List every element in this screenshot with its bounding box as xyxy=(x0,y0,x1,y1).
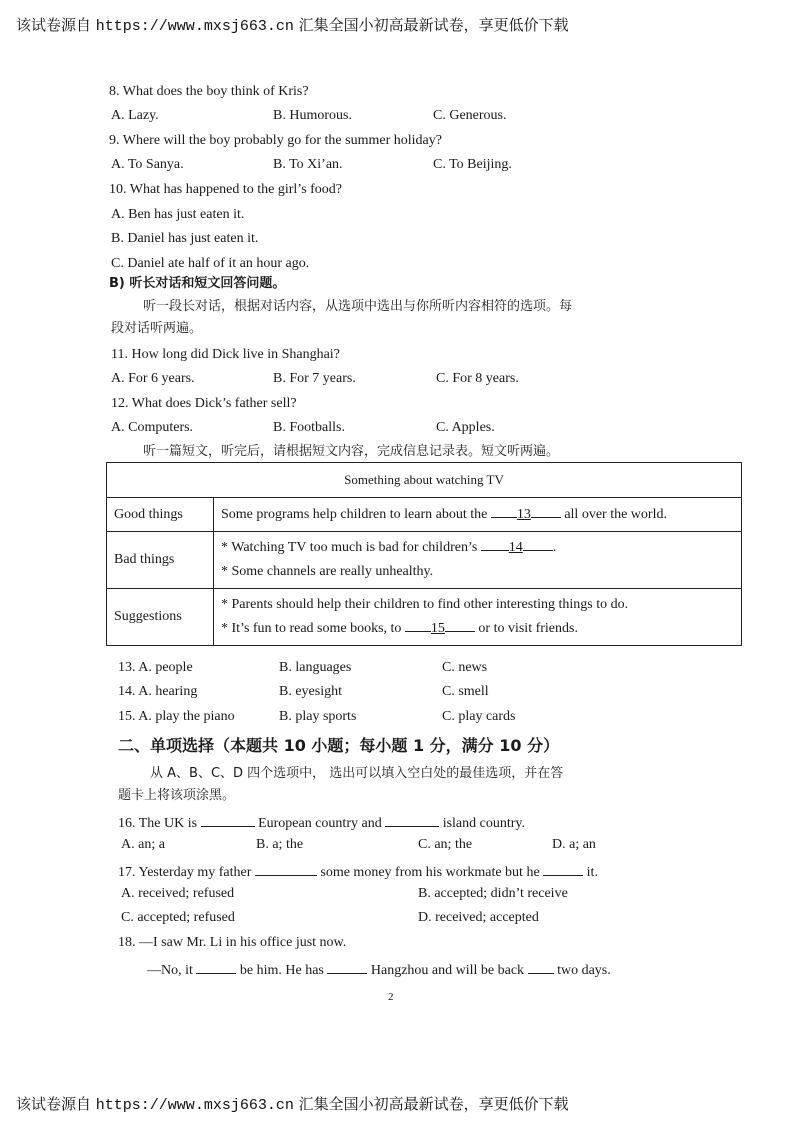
banner-url[interactable]: https://www.mxsj663.cn xyxy=(95,18,294,35)
q16-option-b: B. a; the xyxy=(256,837,304,852)
q15-option-a: 15. A. play the piano xyxy=(118,709,235,724)
row-label-good-things: Good things xyxy=(107,498,214,532)
cell-text: all over the world. xyxy=(560,506,667,522)
page-number: 2 xyxy=(388,991,394,1003)
q16-option-d: D. a; an xyxy=(552,837,596,852)
cell-text: Some programs help children to learn about the xyxy=(221,506,491,522)
blank-15: 15 xyxy=(430,621,445,636)
section-2-instruction-1: 从 A、B、C、D 四个选项中， 选出可以填入空白处的最佳选项，并在答 xyxy=(150,766,564,781)
row-label-bad-things: Bad things xyxy=(107,532,214,589)
q13-option-c: C. news xyxy=(442,660,488,675)
q12-option-c: C. Apples. xyxy=(436,420,495,435)
q16-stem xyxy=(118,814,525,831)
q9-stem: 9. Where will the boy probably go for the summer holiday? xyxy=(109,133,442,148)
q11-stem: 11. How long did Dick live in Shanghai? xyxy=(111,347,340,362)
q16-text: island country. xyxy=(439,816,526,831)
q17-stem xyxy=(118,863,598,880)
q17-option-d: D. received; accepted xyxy=(418,910,539,925)
q8-option-c: C. Generous. xyxy=(433,108,507,123)
q18-text: —No, it xyxy=(147,963,197,978)
q17-option-a: A. received; refused xyxy=(121,886,235,901)
q8-option-a: A. Lazy. xyxy=(111,108,159,123)
part-b-instruction-1: 听一段长对话，根据对话内容，从选项中选出与你所听内容相符的选项。每 xyxy=(143,299,573,314)
q14-option-b: B. eyesight xyxy=(279,684,342,699)
banner-url[interactable]: https://www.mxsj663.cn xyxy=(95,1097,294,1114)
q15-option-c: C. play cards xyxy=(442,709,516,724)
q12-option-a: A. Computers. xyxy=(111,420,194,435)
q18-text: two days. xyxy=(553,963,611,978)
q9-option-b: B. To Xi’an. xyxy=(273,157,343,172)
section-2-title: 二、单项选择（本题共 10 小题；每小题 1 分，满分 10 分） xyxy=(118,736,560,755)
q9-option-c: C. To Beijing. xyxy=(433,157,512,172)
banner-prefix: 该试卷源自 xyxy=(16,16,92,34)
q8-stem: 8. What does the boy think of Kris? xyxy=(109,84,309,99)
q16-option-c: C. an; the xyxy=(418,837,473,852)
cell-text: * Parents should help their children to find other interesting things to do. xyxy=(221,597,629,612)
row-label-suggestions: Suggestions xyxy=(107,589,214,646)
section-2-instruction-2: 题卡上将该项涂黑。 xyxy=(118,788,236,803)
q15-option-b: B. play sports xyxy=(279,709,357,724)
q17-text: 17. Yesterday my father xyxy=(118,865,255,880)
cell-text: * Watching TV too much is bad for children’s xyxy=(221,540,481,555)
q16-text: European country and xyxy=(254,816,386,831)
q12-stem: 12. What does Dick’s father sell? xyxy=(111,396,297,411)
q10-option-c: C. Daniel ate half of it an hour ago. xyxy=(111,256,310,271)
bottom-source-banner xyxy=(16,1093,569,1114)
q17-option-c: C. accepted; refused xyxy=(121,910,235,925)
cell-text: * Some channels are really unhealthy. xyxy=(221,564,434,579)
q10-option-b: B. Daniel has just eaten it. xyxy=(111,231,259,246)
table-title: Something about watching TV xyxy=(107,463,742,498)
blank-13: 13 xyxy=(516,506,531,522)
q11-option-b: B. For 7 years. xyxy=(273,371,356,386)
cell-text: . xyxy=(552,540,557,555)
q16-option-a: A. an; a xyxy=(121,837,165,852)
row-content-good-things xyxy=(214,498,742,532)
q17-text: it. xyxy=(583,865,598,880)
q13-option-b: B. languages xyxy=(279,660,352,675)
q17-text: some money from his workmate but he xyxy=(316,865,544,880)
row-content-bad-things xyxy=(214,532,742,589)
cell-text: or to visit friends. xyxy=(474,621,578,636)
q13-option-a: 13. A. people xyxy=(118,660,193,675)
blank-14: 14 xyxy=(508,540,523,555)
banner-suffix: 汇集全国小初高最新试卷，享更低价下载 xyxy=(298,16,569,34)
banner-suffix: 汇集全国小初高最新试卷，享更低价下载 xyxy=(298,1095,569,1113)
q18-text: Hangzhou and will be back xyxy=(367,963,528,978)
q12-option-b: B. Footballs. xyxy=(273,420,345,435)
row-content-suggestions xyxy=(214,589,742,646)
passage-instruction: 听一篇短文，听完后，请根据短文内容，完成信息记录表。短文听两遍。 xyxy=(143,444,560,459)
q11-option-a: A. For 6 years. xyxy=(111,371,195,386)
part-b-title: B) 听长对话和短文回答问题。 xyxy=(109,276,286,291)
info-record-table xyxy=(106,462,742,646)
q8-option-b: B. Humorous. xyxy=(273,108,352,123)
q11-option-c: C. For 8 years. xyxy=(436,371,519,386)
q14-option-a: 14. A. hearing xyxy=(118,684,198,699)
q10-option-a: A. Ben has just eaten it. xyxy=(111,207,245,222)
q17-option-b: B. accepted; didn’t receive xyxy=(418,886,568,901)
q14-option-c: C. smell xyxy=(442,684,489,699)
q9-option-a: A. To Sanya. xyxy=(111,157,184,172)
q18-text: be him. He has xyxy=(236,963,328,978)
q16-text: 16. The UK is xyxy=(118,816,201,831)
q18-line-2 xyxy=(147,961,611,978)
cell-text: * It’s fun to read some books, to xyxy=(221,621,405,636)
part-b-instruction-2: 段对话听两遍。 xyxy=(111,321,203,336)
q18-line-1: 18. —I saw Mr. Li in his office just now. xyxy=(118,935,347,950)
q10-stem: 10. What has happened to the girl’s food? xyxy=(109,182,343,197)
banner-prefix: 该试卷源自 xyxy=(16,1095,92,1113)
top-source-banner xyxy=(16,14,569,35)
